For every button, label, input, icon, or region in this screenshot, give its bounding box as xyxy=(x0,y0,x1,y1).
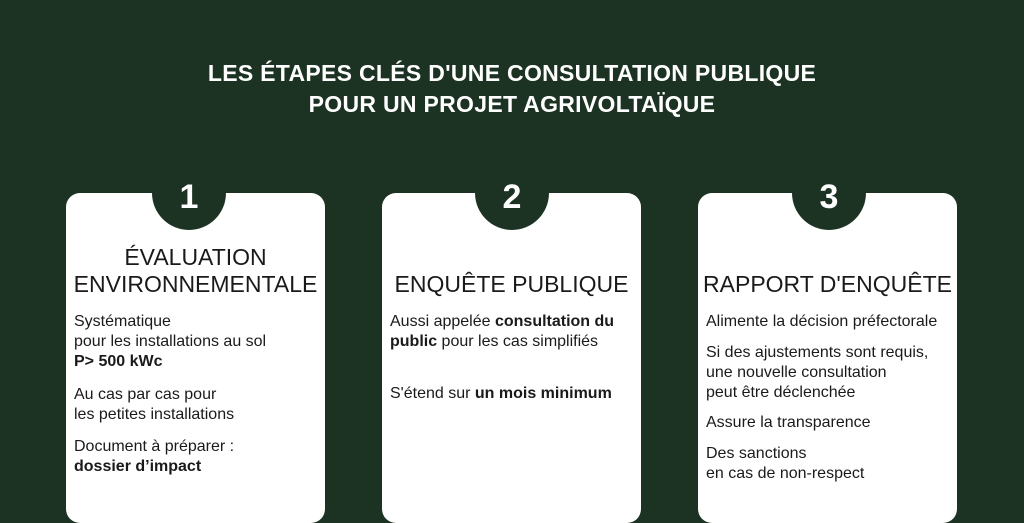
item-line-bold: P> 500 kWc xyxy=(74,353,163,370)
step-1-number-badge: 1 xyxy=(152,172,226,230)
item-line-bold: dossier d’impact xyxy=(74,458,202,475)
item-line: pour les installations au sol xyxy=(74,333,267,350)
step-3-item-3 xyxy=(706,413,951,433)
item-line: peut être déclenchée xyxy=(706,384,856,401)
step-1-item-1 xyxy=(74,312,319,372)
step-2-number-badge: 2 xyxy=(475,172,549,230)
step-card-1 xyxy=(66,193,325,523)
step-2-item-2 xyxy=(390,384,635,404)
item-line: Assure la transparence xyxy=(706,414,871,431)
item-line: une nouvelle consultation xyxy=(706,364,887,381)
step-1-title xyxy=(66,244,325,298)
step-1-title-line-2: ENVIRONNEMENTALE xyxy=(73,271,318,297)
step-3-title: RAPPORT D'ENQUÊTE xyxy=(703,271,952,297)
item-text-bold: un mois minimum xyxy=(474,385,612,402)
step-2-title: ENQUÊTE PUBLIQUE xyxy=(394,271,629,297)
step-1-item-3 xyxy=(74,437,319,477)
step-3-item-4 xyxy=(706,444,951,484)
step-2-item-1 xyxy=(390,312,635,352)
item-line: Si des ajustements sont requis, xyxy=(706,344,929,361)
item-line: en cas de non-respect xyxy=(706,465,865,482)
step-card-2 xyxy=(382,193,641,523)
step-3-number-badge: 3 xyxy=(792,172,866,230)
step-1-title-line-1: ÉVALUATION xyxy=(124,244,267,270)
item-text: S'étend sur xyxy=(390,385,475,402)
item-text-bold: public xyxy=(390,333,438,350)
item-text-bold: consultation du xyxy=(494,313,615,330)
item-line: les petites installations xyxy=(74,406,235,423)
step-3-item-2 xyxy=(706,343,951,403)
title-line-2: POUR UN PROJET AGRIVOLTAÏQUE xyxy=(308,91,716,117)
item-line: Au cas par cas pour xyxy=(74,386,217,403)
item-text: Aussi appelée xyxy=(390,313,495,330)
item-text: pour les cas simplifiés xyxy=(437,333,599,350)
step-3-item-1 xyxy=(706,312,951,332)
step-1-item-2 xyxy=(74,385,319,425)
item-line: Document à préparer : xyxy=(74,438,235,455)
step-card-3 xyxy=(698,193,957,523)
page-title xyxy=(0,58,1024,120)
item-line: Systématique xyxy=(74,313,171,330)
item-line: Des sanctions xyxy=(706,445,807,462)
item-line: Alimente la décision préfectorale xyxy=(706,313,938,330)
title-line-1: LES ÉTAPES CLÉS D'UNE CONSULTATION PUBLIQUE xyxy=(207,60,817,86)
